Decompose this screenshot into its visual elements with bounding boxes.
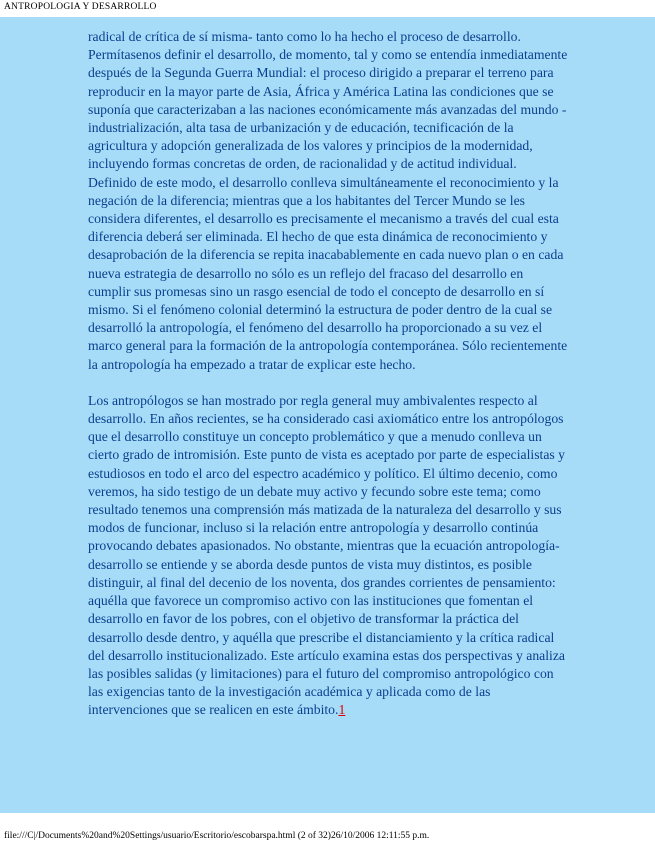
article-body xyxy=(88,28,568,720)
footnote-link[interactable]: 1 xyxy=(338,702,346,718)
paragraph-2-text: Los antropólogos se han mostrado por regla general muy ambivalentes respecto al desarrollo. En años recientes, se ha considerado casi axiomático entre los antropólogos que el desarrollo constituye un concepto problemático y que a menudo conlleva un cierto grado de intromisión. Este punto de vista es aceptado por parte de especialistas y estudiosos en todo el arco del espectro académico y político. El último decenio, como veremos, ha sido testigo de un debate muy activo y fecundo sobre este tema; como resultado tenemos una comprensión más matizada de la naturaleza del desarrollo y sus modos de funcionar, incluso si la relación entre antropología y desarrollo continúa provocando debates apasionados. No obstante, mientras que la ecuación antropología-desarrollo se entiende y se aborda desde puntos de vista muy distintos, es posible distinguir, al final del decenio de los noventa, dos grandes corrientes de pensamiento: aquélla que favorece un compromiso activo con las instituciones que fomentan el desarrollo en favor de los pobres, con el objetivo de transformar la práctica del desarrollo desde dentro, y aquélla que prescribe el distanciamiento y la crítica radical del desarrollo institucionalizado. Este artículo examina estas dos perspectivas y analiza las posibles salidas (y limitaciones) para el futuro del compromiso antropológico con las exigencias tanto de la investigación académica y aplicada como de las intervenciones que se realicen en este ámbito. xyxy=(88,392,566,718)
print-footer-path: file:///C|/Documents%20and%20Settings/usuario/Escritorio/escobarspa.html (2 of 32)26/10/2006 12:11:55 p.m. xyxy=(4,831,430,841)
content-panel xyxy=(0,17,655,813)
paragraph-1: radical de crítica de sí misma- tanto como lo ha hecho el proceso de desarrollo. Permítasenos definir el desarrollo, de momento, tal y como se entendía inmediatamente después de la Segunda Guerra Mundial: el proceso dirigido a preparar el terreno para reproducir en la mayor parte de Asia, África y América Latina las condiciones que se suponía que caracterizaban a las naciones económicamente más avanzadas del mundo - industrialización, alta tasa de urbanización y de educación, tecnificación de la agricultura y adopción generalizada de los valores y principios de la modernidad, incluyendo formas concretas de orden, de racionalidad y de actitud individual. Definido de este modo, el desarrollo conlleva simultáneamente el reconocimiento y la negación de la diferencia; mientras que a los habitantes del Tercer Mundo se les considera diferentes, el desarrollo es precisamente el mecanismo a través del cual esta diferencia deberá ser eliminada. El hecho de que esta dinámica de reconocimiento y desaprobación de la diferencia se repita inacabablemente en cada nuevo plan o en cada nueva estrategia de desarrollo no sólo es un reflejo del fracaso del desarrollo en cumplir sus promesas sino un rasgo esencial de todo el concepto de desarrollo en sí mismo. Si el fenómeno colonial determinó la estructura de poder dentro de la cual se desarrolló la antropología, el fenómeno del desarrollo ha proporcionado a su vez el marco general para la formación de la antropología contemporánea. Sólo recientemente la antropología ha empezado a tratar de explicar este hecho. xyxy=(88,29,568,372)
print-header-title: ANTROPOLOGIA Y DESARROLLO xyxy=(4,2,157,12)
paragraph-2 xyxy=(88,392,568,720)
